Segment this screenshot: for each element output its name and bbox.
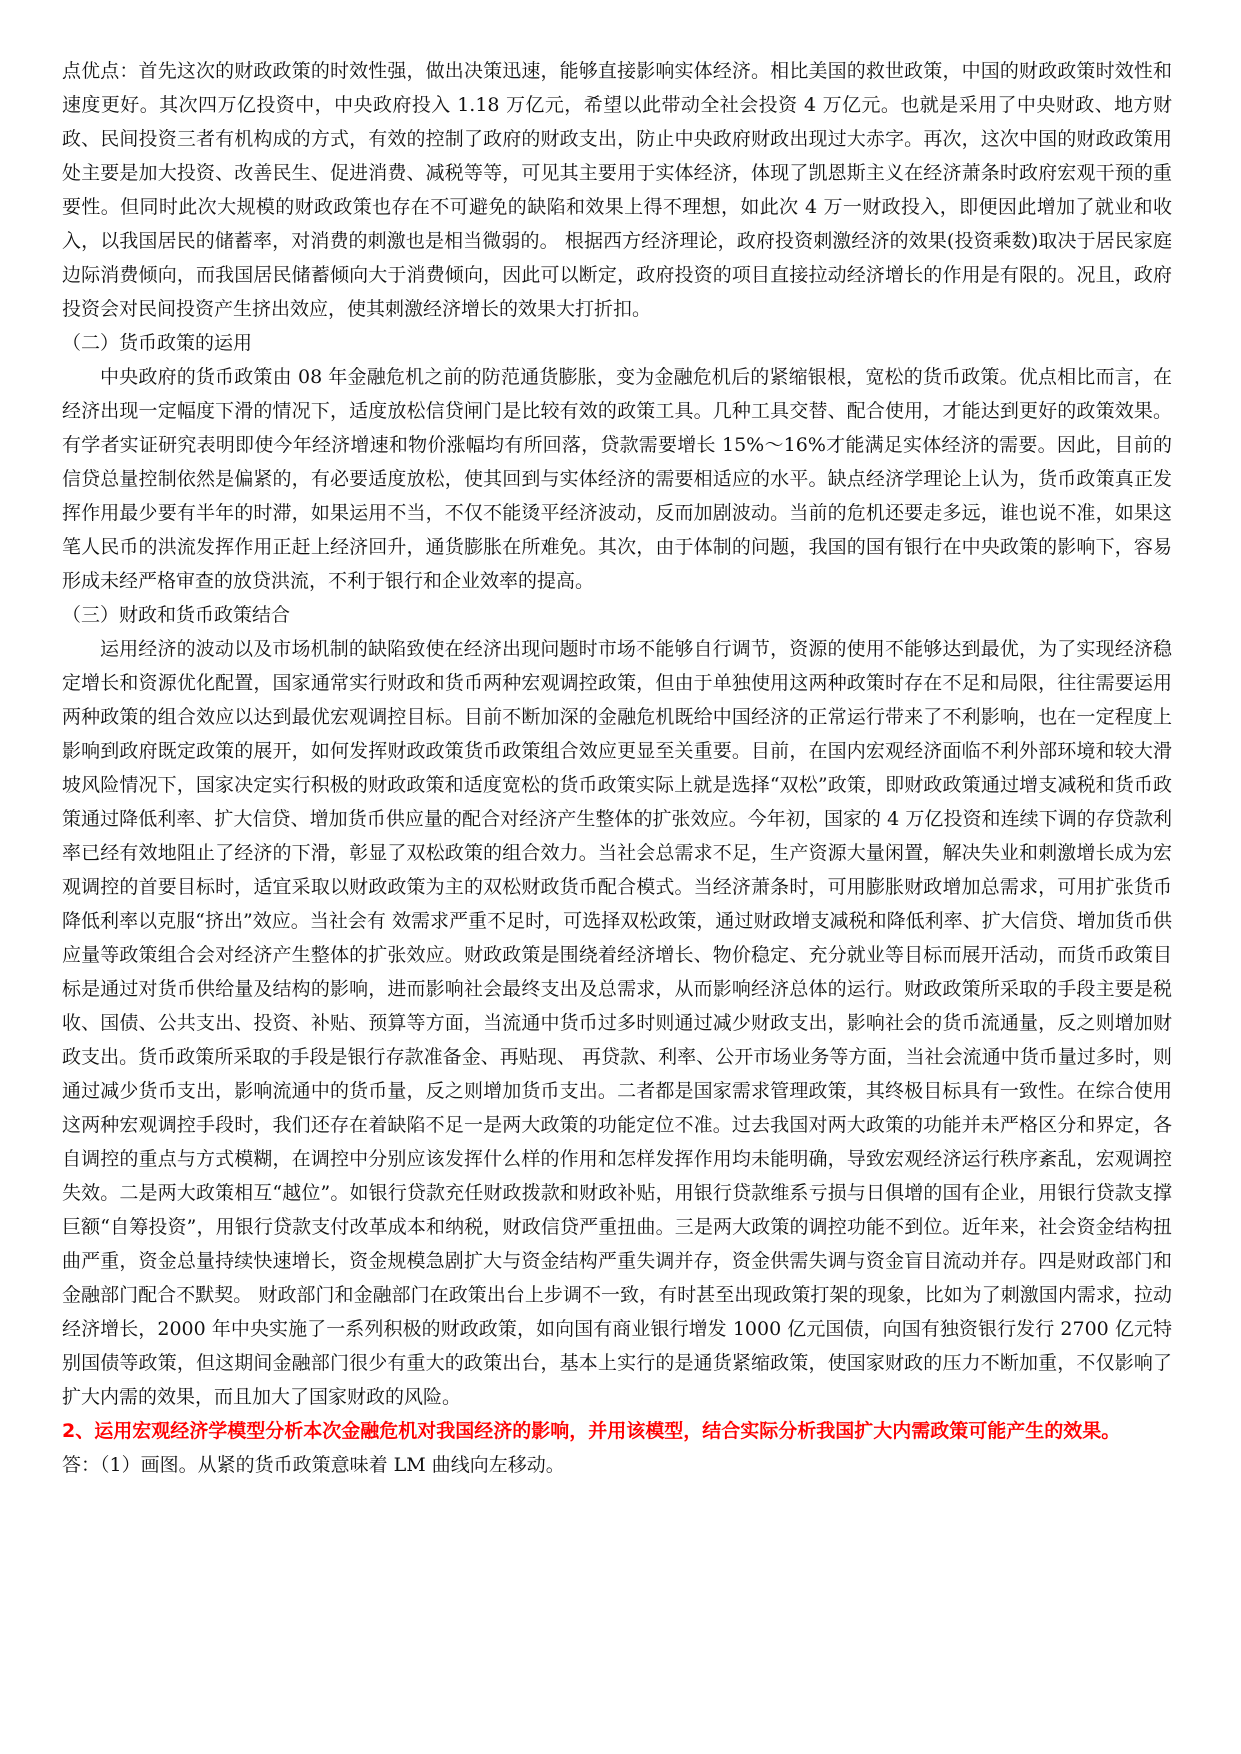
section-heading-combined-policy: （三）财政和货币政策结合 xyxy=(62,604,291,626)
combined-policy-paragraph: 运用经济的波动以及市场机制的缺陷致使在经济出现问题时市场不能够自行调节，资源的使用不能够达到最优，为了实现经济稳定增长和资源优化配置，国家通常实行财政和货币两种宏观调控政策，但由于单独使用这两种政策时存在不足和局限，往往需要运用两种政策的组合效应以达到最优宏观调控目标。目前不断加深的金融危机既给中国经济的正常运行带来了不利影响，也在一定程度上影响到政府既定政策的展开，如何发挥财政政策货币政策组合效应更显至关重要。目前，在国内宏观经济面临不利外部环境和较大滑坡风险情况下，国家决定实行积极的财政政策和适度宽松的货币政策实际上就是选择“双松”政策，即财政政策通过增支减税和货币政策通过降低利率、扩大信贷、增加货币供应量的配合对经济产生整体的扩张效应。今年初，国家的 4 万亿投资和连续下调的存贷款利率已经有效地阻止了经济的下滑，彰显了双松政策的组合效力。当社会总需求不足，生产资源大量闲置，解决失业和刺激增长成为宏观调控的首要目标时，适宜采取以财政政策为主的双松财政货币配合模式。当经济萧条时，可用膨胀财政增加总需求，可用扩张货币降低利率以克服“挤出”效应。当社会有 效需求严重不足时，可选择双松政策，通过财政增支减税和降低利率、扩大信贷、增加货币供应量等政策组合会对经济产生整体的扩张效应。财政政策是围绕着经济增长、物价稳定、充分就业等目标而展开活动，而货币政策目标是通过对货币供给量及结构的影响，进而影响社会最终支出及总需求，从而影响经济总体的运行。财政政策所采取的手段主要是税收、国债、公共支出、投资、补贴、预算等方面，当流通中货币过多时则通过减少财政支出，影响社会的货币流通量，反之则增加财政支出。货币政策所采取的手段是银行存款准备金、再贴现、 再贷款、利率、公开市场业务等方面，当社会流通中货币量过多时，则通过减少货币支出，影响流通中的货币量，反之则增加货币支出。二者都是国家需求管理政策，其终极目标具有一致性。在综合使用这两种宏观调控手段时，我们还存在着缺陷不足一是两大政策的功能定位不准。过去我国对两大政策的功能并未严格区分和界定，各自调控的重点与方式模糊，在调控中分别应该发挥什么样的作用和怎样发挥作用均未能明确，导致宏观经济运行秩序紊乱，宏观调控失效。二是两大政策相互“越位”。如银行贷款充任财政拨款和财政补贴，用银行贷款维系亏损与日俱增的国有企业，用银行贷款支撑巨额“自筹投资”，用银行贷款支付改革成本和纳税，财政信贷严重扭曲。三是两大政策的调控功能不到位。近年来，社会资金结构扭曲严重，资金总量持续快速增长，资金规模急剧扩大与资金结构严重失调并存，资金供需失调与资金盲目流动并存。四是财政部门和金融部门配合不默契。 财政部门和金融部门在政策出台上步调不一致，有时甚至出现政策打架的现象，比如为了刺激国内需求，拉动经济增长，2000 年中央实施了一系列积极的财政政策，如向国有商业银行增发 1000 亿元国债，向国有独资银行发行 2700 亿元特别国债等政策，但这期间金融部门很少有重大的政策出台，基本上实行的是通货紧缩政策，使国家财政的压力不断加重，不仅影响了扩大内需的效果，而且加大了国家财政的风险。 xyxy=(62,638,1172,1408)
section-heading-monetary-policy: （二）货币政策的运用 xyxy=(62,332,253,354)
fiscal-policy-paragraph-continued: 点优点：首先这次的财政政策的时效性强，做出决策迅速，能够直接影响实体经济。相比美国的救世政策，中国的财政政策时效性和速度更好。其次四万亿投资中，中央政府投入 1.18 万亿元，希望以此带动全社会投资 4 万亿元。也就是采用了中央财政、地方财政、民间投资三者有机构成的方式，有效的控制了政府的财政支出，防止中央政府财政出现过大赤字。再次，这次中国的财政政策用处主要是加大投资、改善民生、促进消费、减税等等，可见其主要用于实体经济，体现了凯恩斯主义在经济萧条时政府宏观干预的重要性。但同时此次大规模的财政政策也存在不可避免的缺陷和效果上得不理想，如此次 4 万一财政投入，即便因此增加了就业和收入，以我国居民的储蓄率，对消费的刺激也是相当微弱的。 根据西方经济理论，政府投资刺激经济的效果(投资乘数)取决于居民家庭边际消费倾向，而我国居民储蓄倾向大于消费倾向，因此可以断定，政府投资的项目直接拉动经济增长的作用是有限的。况且，政府投资会对民间投资产生挤出效应，使其刺激经济增长的效果大打折扣。 xyxy=(62,60,1172,320)
monetary-policy-paragraph: 中央政府的货币政策由 08 年金融危机之前的防范通货膨胀，变为金融危机后的紧缩银根，宽松的货币政策。优点相比而言，在经济出现一定幅度下滑的情况下，适度放松信贷闸门是比较有效的政策工具。几种工具交替、配合使用，才能达到更好的政策效果。有学者实证研究表明即使今年经济增速和物价涨幅均有所回落，贷款需要增长 15%～16%才能满足实体经济的需要。因此，目前的信贷总量控制依然是偏紧的，有必要适度放松，使其回到与实体经济的需要相适应的水平。缺点经济学理论上认为，货币政策真正发挥作用最少要有半年的时滞，如果运用不当，不仅不能烫平经济波动，反而加剧波动。当前的危机还要走多远，谁也说不准，如果这笔人民币的洪流发挥作用正赶上经济回升，通货膨胀在所难免。其次，由于体制的问题，我国的国有银行在中央政策的影响下，容易形成未经严格审查的放贷洪流，不利于银行和企业效率的提高。 xyxy=(62,366,1172,592)
question-2: 2、运用宏观经济学模型分析本次金融危机对我国经济的影响，并用该模型，结合实际分析我国扩大内需政策可能产生的效果。 xyxy=(62,1420,1121,1442)
document-page xyxy=(62,54,1172,1482)
answer-2-start: 答：（1）画图。从紧的货币政策意味着 LM 曲线向左移动。 xyxy=(62,1454,565,1476)
